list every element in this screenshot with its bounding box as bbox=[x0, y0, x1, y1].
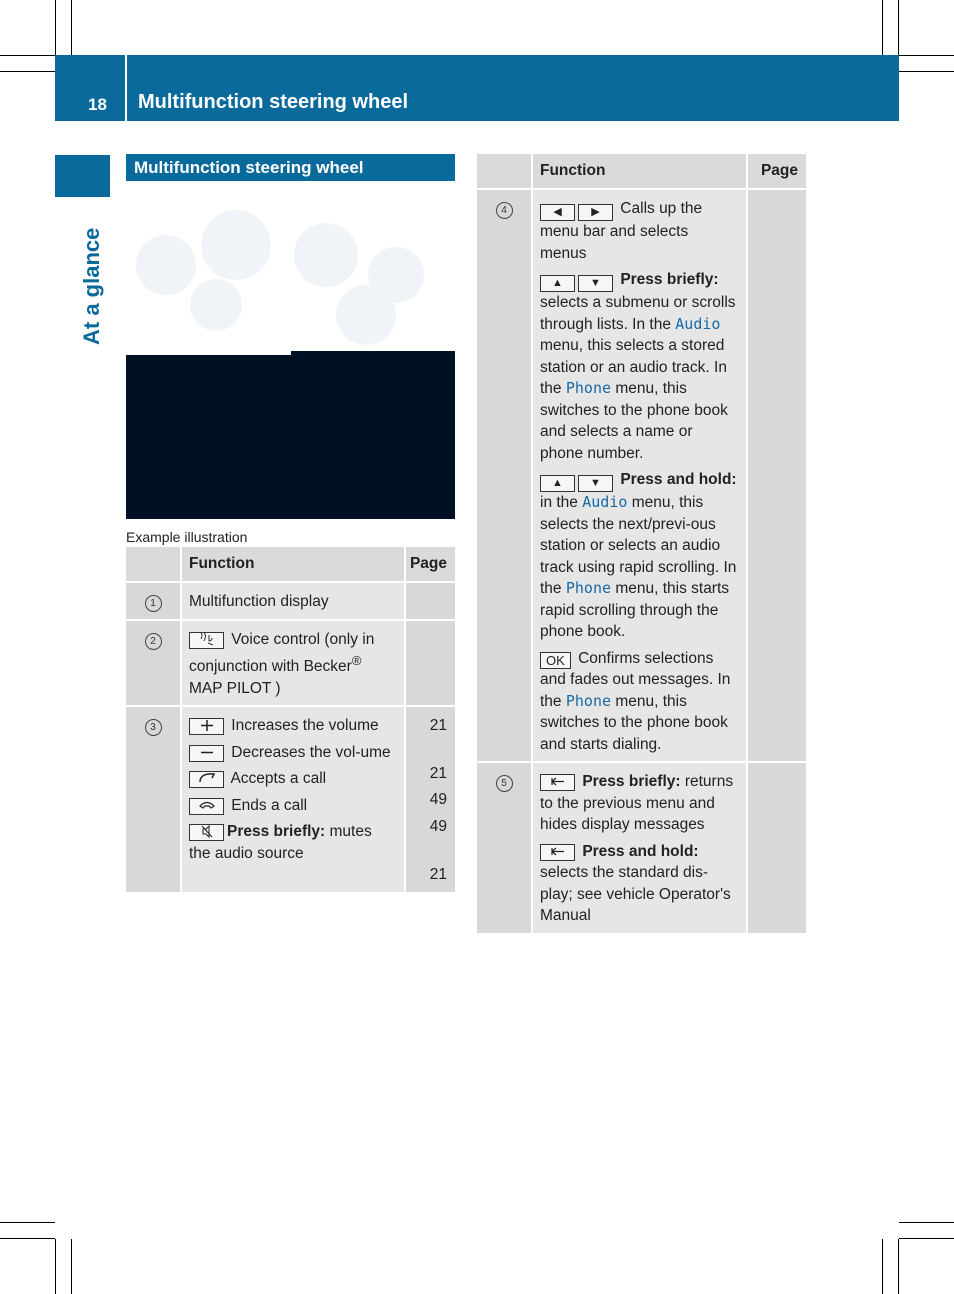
plus-icon bbox=[189, 718, 224, 735]
phone-menu-name: Phone bbox=[565, 691, 612, 710]
audio-menu-name: Audio bbox=[582, 493, 628, 511]
callout-number: 3 bbox=[145, 719, 162, 736]
left-function-table bbox=[126, 547, 455, 894]
function-text bbox=[532, 189, 747, 762]
mute-bold-label: Press briefly: bbox=[227, 823, 326, 841]
phone-accept-icon bbox=[189, 771, 224, 788]
press-briefly-label: Press briefly: bbox=[582, 773, 681, 790]
back-brief-text: returns to the previous menu and hides display messages bbox=[540, 773, 734, 833]
press-hold-label: Press and hold: bbox=[582, 842, 699, 860]
down-arrow-icon: ▼ bbox=[578, 275, 613, 292]
hold-text: menu, this starts rapid scrolling through the phone book. bbox=[540, 580, 730, 640]
side-tab bbox=[55, 155, 110, 197]
press-briefly-label: Press briefly: bbox=[620, 271, 719, 288]
table-row bbox=[477, 762, 806, 934]
phone-end-icon bbox=[189, 798, 224, 815]
page-column-header: Page bbox=[405, 547, 455, 582]
page-ref bbox=[747, 189, 806, 762]
table-row bbox=[126, 582, 455, 620]
ok-text: menu, this switches to the phone book and starts dialing. bbox=[540, 692, 728, 753]
mute-icon bbox=[189, 824, 224, 841]
audio-menu-name: Audio bbox=[675, 314, 721, 333]
table-row bbox=[126, 706, 455, 893]
function-text bbox=[532, 762, 747, 934]
function-column-header: Function bbox=[181, 547, 405, 582]
page-column-header: Page bbox=[747, 154, 806, 189]
down-arrow-icon: ▼ bbox=[578, 475, 613, 492]
page-ref: 49 bbox=[429, 791, 447, 809]
up-arrow-icon: ▲ bbox=[540, 275, 575, 292]
callout-number: 1 bbox=[145, 595, 162, 612]
page-number: 18 bbox=[88, 95, 107, 114]
page-ref: 21 bbox=[429, 717, 447, 735]
back-hold-text: selects the standard dis-play; see vehicle Operator's Manual bbox=[540, 864, 731, 924]
voice-text-a: Voice control (only in conjunction with Becker bbox=[189, 630, 375, 676]
callout-number: 5 bbox=[496, 775, 513, 792]
up-arrow-icon: ▲ bbox=[540, 475, 575, 492]
phone-menu-name: Phone bbox=[565, 579, 612, 597]
page-ref bbox=[405, 620, 455, 707]
phone-menu-name: Phone bbox=[565, 379, 612, 397]
end-call-text: Ends a call bbox=[227, 796, 308, 814]
registered-mark: ® bbox=[351, 653, 362, 668]
voice-text-b: MAP PILOT ) bbox=[189, 679, 281, 697]
ok-button-icon: OK bbox=[540, 652, 571, 669]
scroll-text: selects a submenu or scrolls through lists. In the bbox=[540, 294, 736, 333]
mute-text: mutes the audio source bbox=[189, 823, 372, 862]
illustration-caption: Example illustration bbox=[126, 529, 248, 545]
function-text bbox=[181, 706, 405, 893]
table-row bbox=[126, 620, 455, 707]
illustration-image bbox=[126, 185, 455, 519]
ok-text: Confirms selections and fades out messages. In the bbox=[540, 649, 731, 710]
callout-number: 2 bbox=[145, 633, 162, 650]
page-ref: 21 bbox=[429, 866, 447, 884]
hold-text: menu, this selects the next/previ-ous station or selects an audio track using rapid scrolling. In the bbox=[540, 494, 737, 597]
number-column-header bbox=[477, 154, 532, 189]
side-label: At a glance bbox=[79, 227, 104, 345]
press-hold-label: Press and hold: bbox=[620, 471, 737, 488]
callout-number: 4 bbox=[496, 202, 513, 219]
menu-bar-text: Calls up the menu bar and selects menus bbox=[540, 200, 703, 262]
minus-icon bbox=[189, 745, 224, 762]
function-text: Multifunction display bbox=[181, 582, 405, 620]
page-title: Multifunction steering wheel bbox=[138, 91, 409, 113]
decrease-volume-text: Decreases the vol-ume bbox=[227, 743, 391, 761]
page-ref: 49 bbox=[429, 817, 447, 835]
function-column-header: Function bbox=[532, 154, 747, 189]
header-divider bbox=[125, 55, 127, 121]
back-icon bbox=[540, 844, 575, 861]
page-ref bbox=[405, 582, 455, 620]
hold-text: in the bbox=[540, 494, 583, 511]
scroll-text: menu, this switches to the phone book and selects a name or phone number. bbox=[540, 380, 728, 462]
right-function-table bbox=[477, 154, 806, 935]
page-ref: 21 bbox=[429, 764, 447, 782]
page-refs bbox=[405, 706, 455, 893]
page-header bbox=[55, 55, 899, 121]
voice-control-icon bbox=[189, 632, 224, 649]
table-row bbox=[477, 189, 806, 762]
scroll-text: menu, this selects a stored station or an audio track. In the bbox=[540, 337, 727, 397]
function-text bbox=[181, 620, 405, 707]
number-column-header bbox=[126, 547, 181, 582]
steering-wheel-illustration bbox=[126, 185, 455, 519]
right-arrow-icon: ▶ bbox=[578, 204, 613, 221]
back-icon bbox=[540, 774, 575, 791]
increase-volume-text: Increases the volume bbox=[227, 717, 379, 735]
section-title: Multifunction steering wheel bbox=[126, 154, 455, 181]
left-arrow-icon: ◀ bbox=[540, 204, 575, 221]
accept-call-text: Accepts a call bbox=[227, 770, 327, 788]
page-ref bbox=[747, 762, 806, 934]
